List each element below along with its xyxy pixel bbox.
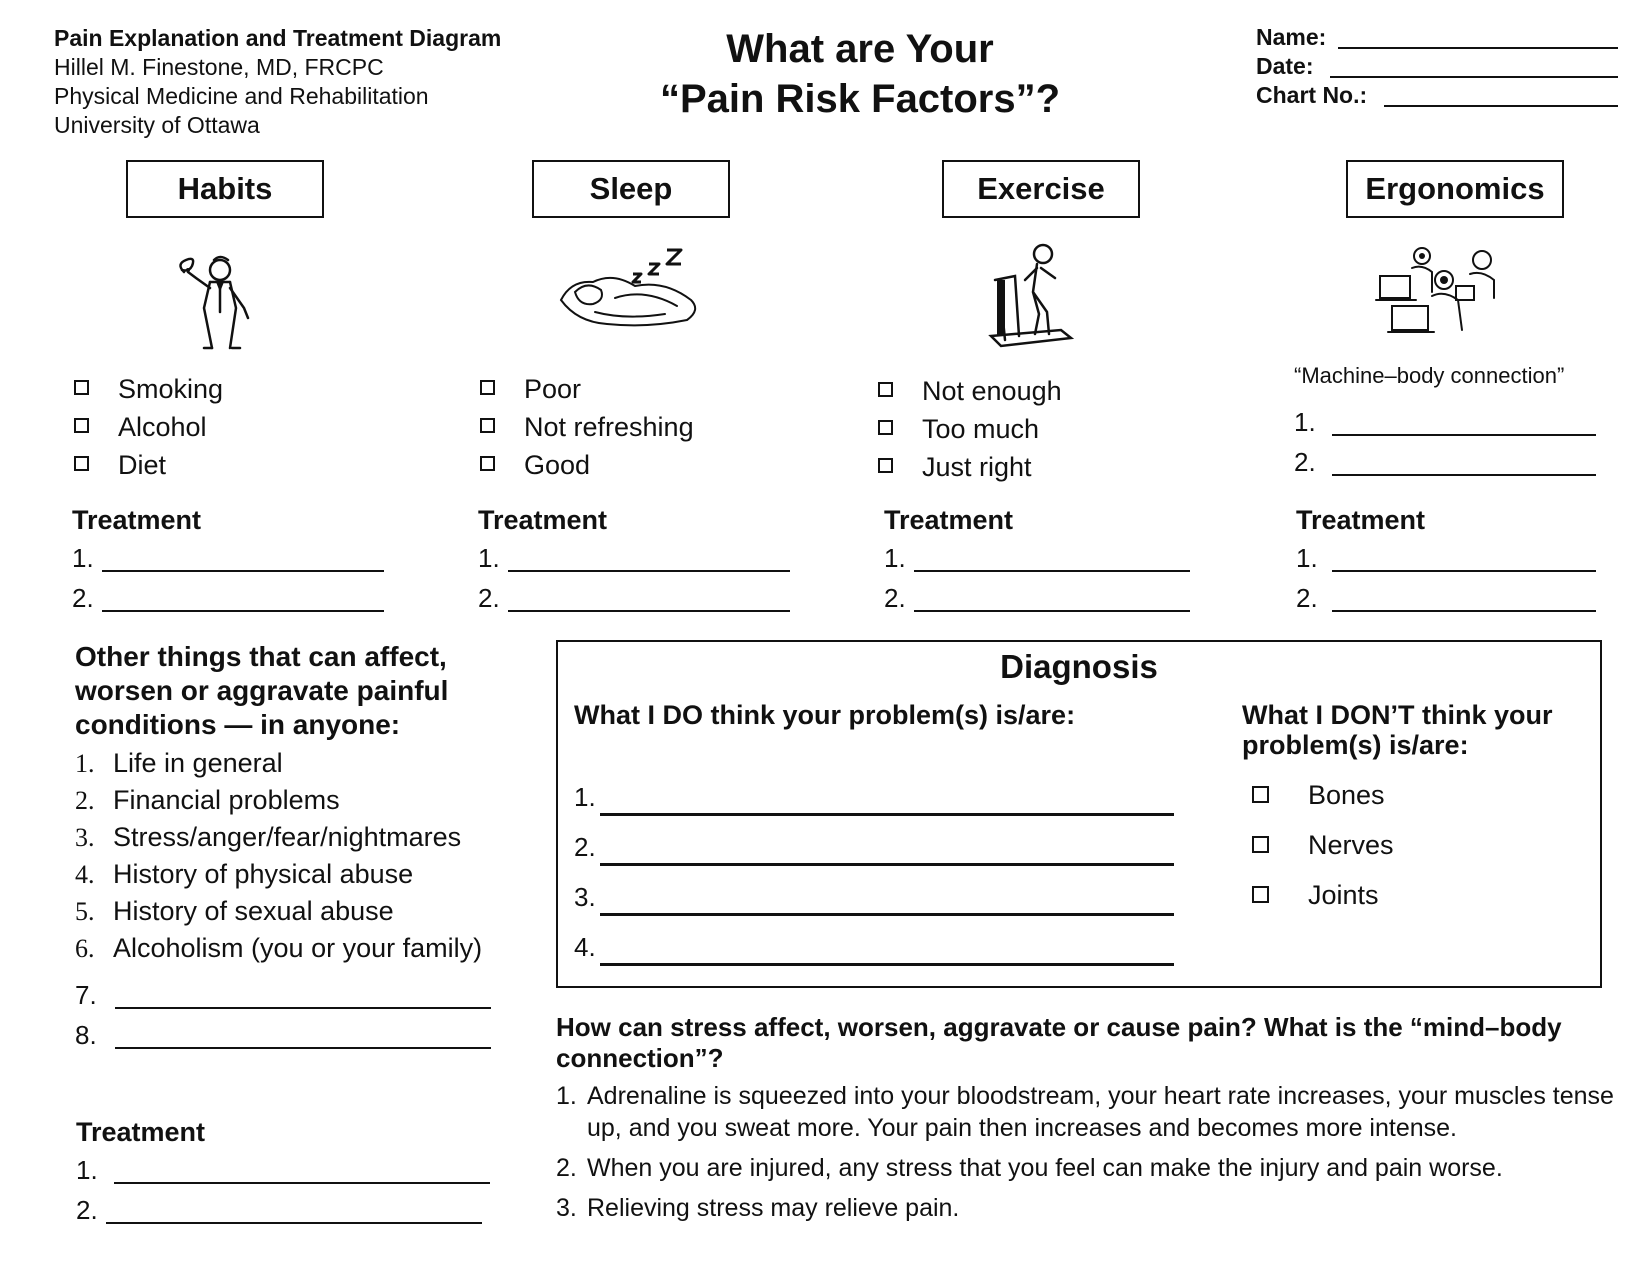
treatment-label: Treatment (478, 505, 608, 535)
other-treatment-line-2[interactable]: 2. (76, 1190, 496, 1230)
name-row (1256, 24, 1367, 53)
diagnosis-line-4[interactable]: 4. (574, 922, 1194, 972)
diagnosis-do-lines (574, 772, 1194, 972)
checkbox-icon[interactable] (1252, 886, 1269, 903)
ergonomics-treatment (1296, 502, 1616, 618)
habits-option-diet[interactable]: Diet (74, 446, 394, 484)
diagnosis-line-2[interactable]: 2. (574, 822, 1194, 872)
habits-treatment-line-2[interactable]: 2. (72, 578, 392, 618)
date-row (1256, 53, 1367, 82)
ergonomics-item-1[interactable]: 1. (1294, 402, 1614, 442)
checkbox-icon[interactable] (1252, 786, 1269, 803)
other-blank-line-7[interactable]: 7. (75, 975, 495, 1015)
date-label: Date: (1256, 53, 1314, 79)
checkbox-icon[interactable] (878, 420, 893, 435)
checkbox-icon[interactable] (480, 456, 495, 471)
list-item: 5. History of sexual abuse (75, 896, 394, 926)
list-item: 1. Life in general (75, 748, 283, 778)
diagnosis-line-3[interactable]: 3. (574, 872, 1194, 922)
sleep-column (480, 370, 800, 484)
diagnosis-dont-heading: What I DON’T think your problem(s) is/are: (1242, 700, 1553, 760)
sleep-treatment (478, 502, 798, 618)
diagnosis-panel (556, 640, 1602, 988)
habits-treatment-line-1[interactable]: 1. (72, 538, 392, 578)
name-field[interactable] (1338, 47, 1618, 49)
header-credits (54, 24, 501, 140)
exercise-treatment (884, 502, 1204, 618)
treadmill-runner-icon (985, 240, 1080, 350)
list-item: 1. Adrenaline is squeezed into your bloodstream, your heart rate increases, your muscles tense up, and you sweat more. Your pain then increases and becomes more intense. (556, 1082, 1614, 1142)
dont-option-bones[interactable]: Bones (1252, 770, 1572, 820)
sleeping-person-icon (555, 240, 710, 335)
diagnosis-line-1[interactable]: 1. (574, 772, 1194, 822)
checkbox-icon[interactable] (878, 458, 893, 473)
checkbox-icon[interactable] (74, 456, 89, 471)
title-line-1: What are Your (726, 27, 994, 71)
diagnosis-dont-options (1252, 770, 1572, 920)
form-name: Pain Explanation and Treatment Diagram (54, 25, 502, 51)
ergonomics-treatment-line-2[interactable]: 2. (1296, 578, 1616, 618)
other-treatment (76, 1114, 496, 1230)
ergonomics-heading: Ergonomics (1346, 160, 1564, 218)
ergonomics-items (1294, 402, 1614, 482)
other-blank-items (75, 975, 495, 1055)
sleep-treatment-line-2[interactable]: 2. (478, 578, 798, 618)
other-blank-line-8[interactable]: 8. (75, 1015, 495, 1055)
habits-option-alcohol[interactable]: Alcohol (74, 408, 394, 446)
list-item: 3. Relieving stress may relieve pain. (556, 1194, 960, 1222)
sleep-option-poor[interactable]: Poor (480, 370, 800, 408)
exercise-heading: Exercise (942, 160, 1140, 218)
exercise-option-too-much[interactable]: Too much (878, 410, 1198, 448)
habits-heading: Habits (126, 160, 324, 218)
stress-question: How can stress affect, worsen, aggravate or cause pain? What is the “mind–body connection”? (556, 1012, 1562, 1073)
exercise-option-just-right[interactable]: Just right (878, 448, 1198, 486)
sleep-heading: Sleep (532, 160, 730, 218)
treatment-label: Treatment (72, 505, 202, 535)
other-list (75, 745, 482, 967)
sleep-option-good[interactable]: Good (480, 446, 800, 484)
dont-option-nerves[interactable]: Nerves (1252, 820, 1572, 870)
department: Physical Medicine and Rehabilitation (54, 83, 429, 109)
habits-option-smoking[interactable]: Smoking (74, 370, 394, 408)
exercise-treatment-line-1[interactable]: 1. (884, 538, 1204, 578)
checkbox-icon[interactable] (878, 382, 893, 397)
checkbox-icon[interactable] (480, 418, 495, 433)
patient-info (1256, 24, 1367, 111)
name-label: Name: (1256, 24, 1327, 50)
date-field[interactable] (1330, 76, 1618, 78)
checkbox-icon[interactable] (74, 418, 89, 433)
list-item: 2. When you are injured, any stress that you feel can make the injury and pain worse. (556, 1154, 1503, 1182)
list-item: 2. Financial problems (75, 785, 340, 815)
diagnosis-title: Diagnosis (1000, 648, 1158, 685)
other-heading: Other things that can affect, worsen or aggravate painful conditions — in anyone: (75, 641, 449, 740)
ergonomics-item-2[interactable]: 2. (1294, 442, 1614, 482)
computer-workers-icon (1372, 240, 1512, 340)
dont-option-joints[interactable]: Joints (1252, 870, 1572, 920)
treatment-label: Treatment (76, 1117, 206, 1147)
treatment-label: Treatment (884, 505, 1014, 535)
list-item: 3. Stress/anger/fear/nightmares (75, 822, 462, 852)
exercise-column (878, 372, 1198, 486)
habits-treatment (72, 502, 392, 618)
checkbox-icon[interactable] (480, 380, 495, 395)
stress-list (556, 1080, 1646, 1232)
list-item: 4. History of physical abuse (75, 859, 414, 889)
list-item: 6. Alcoholism (you or your family) (75, 933, 483, 963)
treatment-label: Treatment (1296, 505, 1426, 535)
sleep-option-not-refreshing[interactable]: Not refreshing (480, 408, 800, 446)
exercise-treatment-line-2[interactable]: 2. (884, 578, 1204, 618)
ergonomics-treatment-line-1[interactable]: 1. (1296, 538, 1616, 578)
ergonomics-subtitle: “Machine–body connection” (1294, 363, 1565, 388)
chart-label: Chart No.: (1256, 82, 1368, 108)
exercise-option-not-enough[interactable]: Not enough (878, 372, 1198, 410)
diagnosis-do-heading: What I DO think your problem(s) is/are: (574, 700, 1076, 730)
checkbox-icon[interactable] (1252, 836, 1269, 853)
author: Hillel M. Finestone, MD, FRCPC (54, 54, 384, 80)
smoking-man-icon (170, 248, 275, 353)
institution: University of Ottawa (54, 112, 260, 138)
sleep-treatment-line-1[interactable]: 1. (478, 538, 798, 578)
habits-column (74, 370, 394, 484)
checkbox-icon[interactable] (74, 380, 89, 395)
chart-field[interactable] (1384, 105, 1618, 107)
other-treatment-line-1[interactable]: 1. (76, 1150, 496, 1190)
chart-row (1256, 82, 1367, 111)
page-title (560, 24, 1160, 124)
title-line-2: “Pain Risk Factors”? (659, 77, 1061, 121)
